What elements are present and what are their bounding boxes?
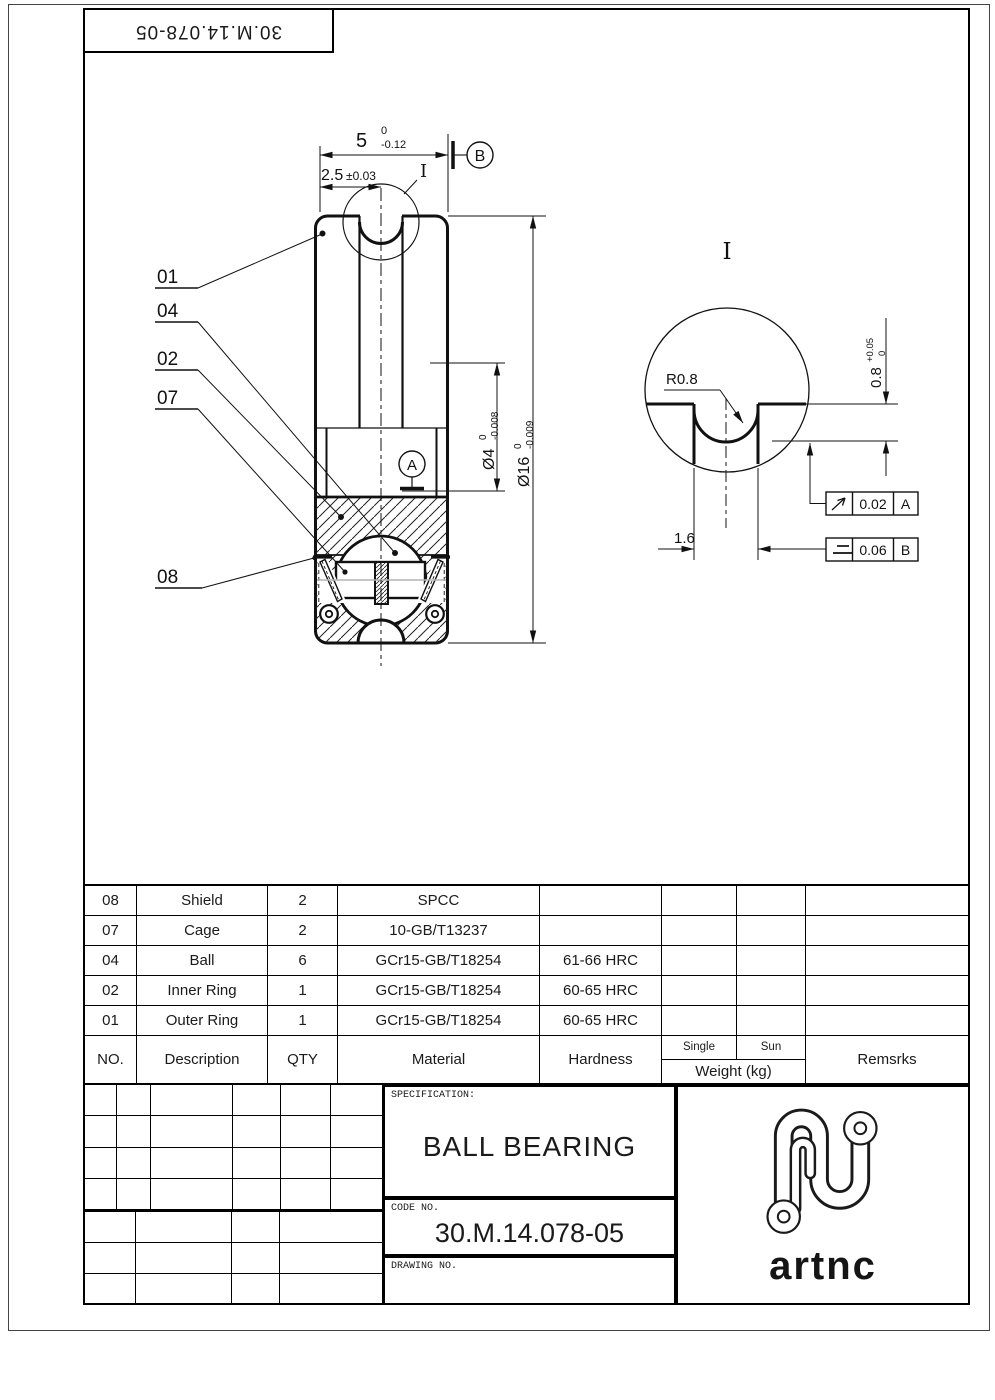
- table-cell: Ball: [137, 946, 268, 976]
- detail-depth-label: [865, 338, 888, 388]
- detail-groove-width-label: 1.6: [674, 530, 695, 547]
- table-cell: 6: [268, 946, 338, 976]
- drawing-text: [157, 125, 911, 588]
- table-cell: 01: [85, 1006, 137, 1036]
- table-header-material: Material: [338, 1036, 540, 1083]
- specification-value: BALL BEARING: [422, 1131, 637, 1162]
- svg-text:Ø16: Ø16: [516, 456, 533, 487]
- table-cell: 07: [85, 916, 137, 946]
- drawing-no-label: DRAWING NO.: [391, 1261, 458, 1272]
- table-cell: Outer Ring: [137, 1006, 268, 1036]
- table-cell: [662, 976, 737, 1006]
- drawing-no-box: [383, 1256, 676, 1305]
- specification-box: [383, 1085, 676, 1198]
- svg-text:-0.009: -0.009: [525, 420, 536, 449]
- signature-grid-bottom: [83, 1210, 383, 1305]
- table-cell: [806, 916, 968, 946]
- table-cell: Inner Ring: [137, 976, 268, 1006]
- table-cell: Shield: [137, 886, 268, 916]
- table-cell: 08: [85, 886, 137, 916]
- svg-text:Ø4: Ø4: [481, 448, 498, 470]
- table-cell: [806, 976, 968, 1006]
- svg-text:0.8: 0.8: [868, 367, 885, 388]
- flipped-code-text: 30.M.14.078-05: [134, 20, 283, 42]
- table-header-weight: Weight (kg): [662, 1060, 806, 1084]
- table-cell: 60-65 HRC: [540, 1006, 662, 1036]
- dim-offset-tol: ±0.03: [346, 169, 376, 183]
- table-cell: [662, 1006, 737, 1036]
- datum-b-flag: [453, 141, 493, 169]
- svg-text:0: 0: [877, 350, 888, 356]
- svg-text:+0.05: +0.05: [865, 337, 876, 362]
- table-cell: [662, 916, 737, 946]
- table-cell: 04: [85, 946, 137, 976]
- table-cell: 1: [268, 1006, 338, 1036]
- table-cell: [737, 946, 806, 976]
- table-cell: SPCC: [338, 886, 540, 916]
- table-header-single: Single: [662, 1036, 737, 1060]
- part-label-08: 08: [157, 567, 179, 588]
- table-cell: [737, 916, 806, 946]
- svg-text:0: 0: [513, 443, 524, 449]
- fcf-runout-datum: A: [900, 496, 911, 512]
- table-cell: [806, 1006, 968, 1036]
- part-label-07: 07: [157, 388, 179, 409]
- fcf-runout-value: 0.02: [859, 496, 887, 512]
- dim-width-tol-bottom: -0.12: [381, 139, 407, 151]
- table-header-no: NO.: [85, 1036, 137, 1083]
- part-label-04: 04: [157, 301, 179, 322]
- fcf-symmetry-datum: B: [900, 542, 911, 558]
- specification-label: SPECIFICATION:: [391, 1090, 476, 1101]
- detail-ref-label: I: [420, 161, 428, 182]
- fcf-symmetry-value: 0.06: [859, 542, 887, 558]
- table-cell: Cage: [137, 916, 268, 946]
- table-cell: GCr15-GB/T18254: [338, 946, 540, 976]
- detail-view-I: [645, 308, 918, 561]
- svg-text:-0.008: -0.008: [490, 411, 501, 440]
- artnc-logo-icon: [678, 1087, 968, 1252]
- table-header-hardness: Hardness: [540, 1036, 662, 1083]
- datum-b-letter: B: [474, 148, 486, 165]
- table-cell: 02: [85, 976, 137, 1006]
- table-cell: [540, 886, 662, 916]
- dim-width-tol-top: 0: [381, 125, 388, 137]
- table-cell: 10-GB/T13237: [338, 916, 540, 946]
- table-cell: 61-66 HRC: [540, 946, 662, 976]
- table-cell: [662, 886, 737, 916]
- part-label-02: 02: [157, 349, 179, 370]
- table-cell: [737, 976, 806, 1006]
- code-no-value: 30.M.14.078-05: [434, 1218, 625, 1248]
- table-cell: [540, 916, 662, 946]
- detail-radius-label: R0.8: [666, 371, 698, 388]
- table-cell: 2: [268, 886, 338, 916]
- table-cell: GCr15-GB/T18254: [338, 976, 540, 1006]
- dim-offset-value: 2.5: [321, 167, 344, 184]
- parts-table: [83, 884, 970, 1085]
- table-cell: [662, 946, 737, 976]
- code-no-box: [383, 1198, 676, 1256]
- table-cell: 1: [268, 976, 338, 1006]
- dim-width-value: 5: [356, 130, 368, 152]
- table-header-remarks: Remsrks: [857, 1051, 917, 1068]
- table-cell: [806, 886, 968, 916]
- table-header-qty: QTY: [268, 1036, 338, 1083]
- brand-name: artnc: [769, 1244, 877, 1288]
- table-header-sun: Sun: [737, 1036, 806, 1060]
- table-cell: [737, 1006, 806, 1036]
- dim-bore-label: [478, 411, 501, 470]
- table-cell: 2: [268, 916, 338, 946]
- brand-box: [676, 1085, 970, 1305]
- table-cell: 60-65 HRC: [540, 976, 662, 1006]
- table-cell: GCr15-GB/T18254: [338, 1006, 540, 1036]
- part-label-01: 01: [157, 267, 179, 288]
- code-no-label: CODE NO.: [391, 1203, 440, 1214]
- datum-a-letter: A: [406, 457, 418, 474]
- table-header-description: Description: [137, 1036, 268, 1083]
- revision-grid-top: [83, 1085, 383, 1210]
- table-cell: [737, 886, 806, 916]
- table-cell: [806, 946, 968, 976]
- svg-text:0: 0: [478, 434, 489, 440]
- detail-title: I: [722, 239, 732, 265]
